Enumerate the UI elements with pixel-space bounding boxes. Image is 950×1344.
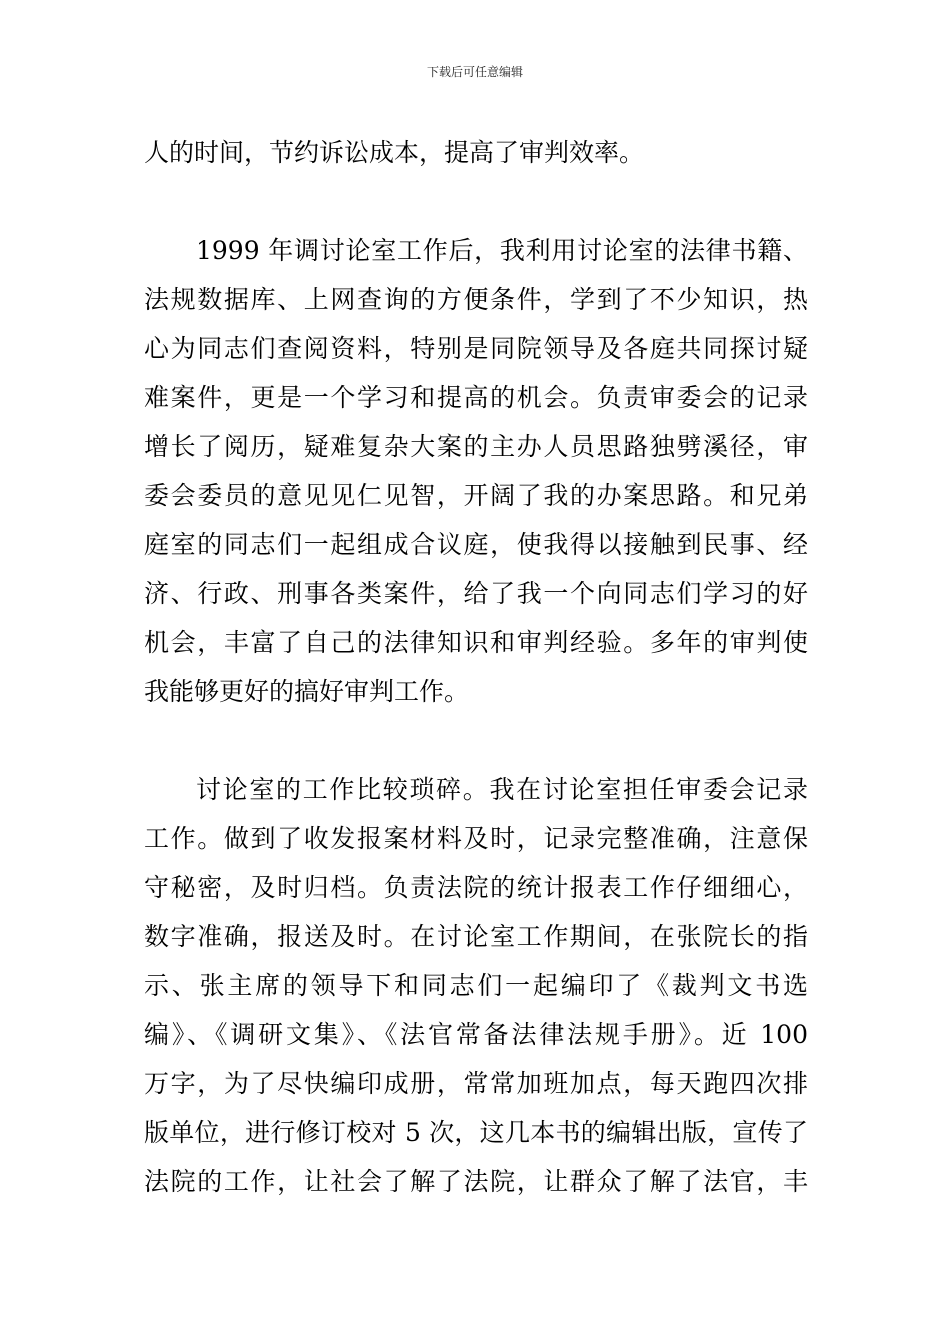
text-line: 工作。做到了收发报案材料及时，记录完整准确，注意保: [144, 824, 808, 853]
text-line: 法规数据库、上网查询的方便条件，学到了不少知识，热: [144, 285, 808, 314]
text-line: 讨论室的工作比较琐碎。我在讨论室担任审委会记录: [196, 775, 808, 804]
text-line: 我能够更好的搞好审判工作。: [144, 677, 470, 706]
text-line: 机会，丰富了自己的法律知识和审判经验。多年的审判使: [144, 628, 808, 657]
paragraph-1: [144, 128, 808, 177]
text-line: 示、张主席的领导下和同志们一起编印了《裁判文书选: [144, 971, 808, 1000]
text-line: 委会委员的意见见仁见智，开阔了我的办案思路。和兄弟: [144, 481, 808, 510]
text-line: 1999 年调讨论室工作后，我利用讨论室的法律书籍、: [196, 236, 808, 265]
text-line: 难案件，更是一个学习和提高的机会。负责审委会的记录: [144, 383, 808, 412]
page-header: 下载后可任意编辑: [426, 65, 523, 79]
text-line: 庭室的同志们一起组成合议庭，使我得以接触到民事、经: [144, 530, 808, 559]
text-line: 编》、《调研文集》、《法官常备法律法规手册》。近 100: [144, 1020, 808, 1049]
text-line: 版单位，进行修订校对 5 次，这几本书的编辑出版，宣传了: [144, 1118, 808, 1147]
text-line: 人的时间，节约诉讼成本，提高了审判效率。: [144, 138, 645, 167]
text-line: 守秘密，及时归档。负责法院的统计报表工作仔细细心，: [144, 873, 808, 902]
text-line: 济、行政、刑事各类案件，给了我一个向同志们学习的好: [144, 579, 808, 608]
document-body: [144, 128, 808, 1206]
text-line: 法院的工作，让社会了解了法院，让群众了解了法官，丰: [144, 1167, 808, 1196]
text-line: 增长了阅历，疑难复杂大案的主办人员思路独劈溪径，审: [144, 432, 808, 461]
text-line: 数字准确，报送及时。在讨论室工作期间，在张院长的指: [144, 922, 808, 951]
text-line: 万字，为了尽快编印成册，常常加班加点，每天跑四次排: [144, 1069, 808, 1098]
paragraph-2: [144, 226, 808, 716]
text-line: 心为同志们查阅资料，特别是同院领导及各庭共同探讨疑: [144, 334, 808, 363]
paragraph-gap: [144, 716, 808, 765]
paragraph-3: [144, 765, 808, 1206]
paragraph-gap: [144, 177, 808, 226]
